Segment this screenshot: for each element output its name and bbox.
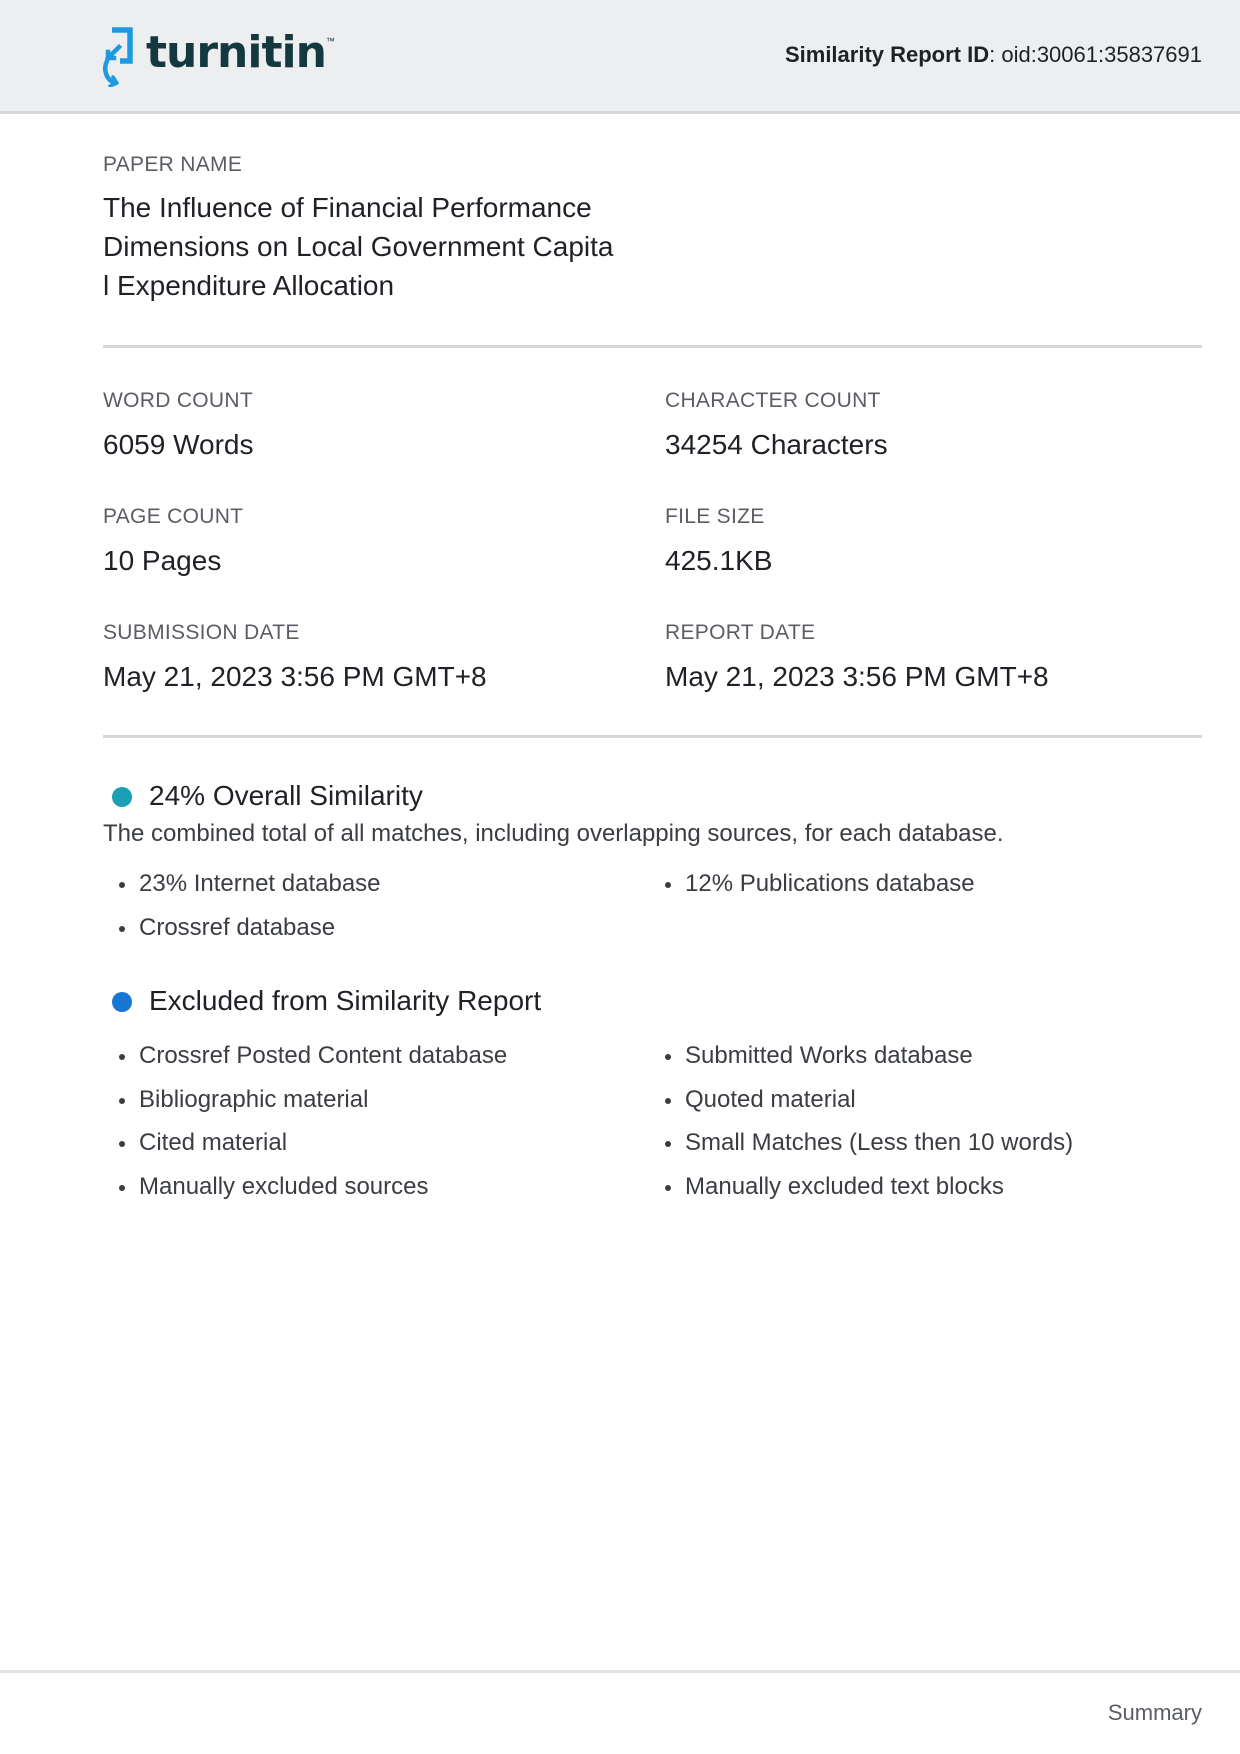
turnitin-logo xyxy=(100,24,335,88)
list-item: Small Matches (Less then 10 words) xyxy=(665,1128,1073,1172)
list-item: Cited material xyxy=(119,1128,507,1172)
similarity-dot-icon xyxy=(112,787,132,807)
logo-trademark: ™ xyxy=(325,36,335,46)
list-item: Crossref database xyxy=(119,913,381,957)
logo-wordmark: turnitin xyxy=(146,27,326,78)
submission-date-value: May 21, 2023 3:56 PM GMT+8 xyxy=(103,661,487,692)
paper-name xyxy=(103,188,663,305)
list-item: Crossref Posted Content database xyxy=(119,1041,507,1085)
turnitin-logo-icon xyxy=(100,25,140,87)
paper-name-line: l Expenditure Allocation xyxy=(103,270,395,301)
report-id-value: : oid:30061:35837691 xyxy=(989,42,1202,67)
list-item: 23% Internet database xyxy=(119,869,381,913)
file-size-label: FILE SIZE xyxy=(665,505,765,528)
word-count-label: WORD COUNT xyxy=(103,389,253,412)
report-header xyxy=(0,0,1240,114)
page-count-value: 10 Pages xyxy=(103,545,222,576)
similarity-list-left xyxy=(119,869,381,956)
character-count-label: CHARACTER COUNT xyxy=(665,389,881,412)
character-count-value: 34254 Characters xyxy=(665,429,888,460)
submission-date-label: SUBMISSION DATE xyxy=(103,621,300,644)
page-count-label: PAGE COUNT xyxy=(103,505,244,528)
file-size-value: 425.1KB xyxy=(665,545,773,576)
list-item: Manually excluded sources xyxy=(119,1172,507,1216)
report-id-label: Similarity Report ID xyxy=(784,42,990,67)
overall-similarity-title: 24% Overall Similarity xyxy=(149,780,423,811)
list-item: Bibliographic material xyxy=(119,1085,507,1129)
word-count-value: 6059 Words xyxy=(103,429,254,460)
excluded-list-right xyxy=(665,1041,1073,1215)
paper-name-line: Dimensions on Local Government Capita xyxy=(103,231,614,262)
paper-name-label: PAPER NAME xyxy=(103,153,243,176)
footer-divider xyxy=(0,1670,1240,1673)
similarity-report-id xyxy=(785,42,1202,68)
divider xyxy=(103,345,1202,348)
list-item: 12% Publications database xyxy=(665,869,975,913)
list-item: Manually excluded text blocks xyxy=(665,1172,1073,1216)
excluded-dot-icon xyxy=(112,992,132,1012)
footer-summary-label: Summary xyxy=(1107,1700,1202,1725)
divider xyxy=(103,735,1202,738)
list-item: Quoted material xyxy=(665,1085,1073,1129)
report-date-label: REPORT DATE xyxy=(665,621,816,644)
similarity-list-right xyxy=(665,869,975,913)
excluded-title: Excluded from Similarity Report xyxy=(149,985,542,1016)
paper-name-line: The Influence of Financial Performance xyxy=(103,192,592,223)
similarity-description: The combined total of all matches, including overlapping sources, for each database. xyxy=(103,820,1004,847)
list-item: Submitted Works database xyxy=(665,1041,1073,1085)
excluded-list-left xyxy=(119,1041,507,1215)
report-date-value: May 21, 2023 3:56 PM GMT+8 xyxy=(665,661,1049,692)
